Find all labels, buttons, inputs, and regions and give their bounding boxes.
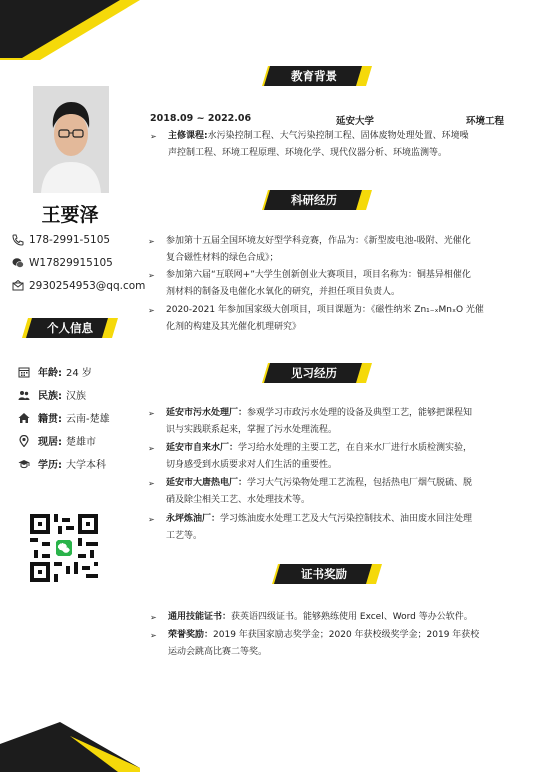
education-courses — [150, 128, 520, 162]
info-key: 民族: — [38, 391, 62, 402]
email-address: 2930254953@qq.com — [29, 280, 146, 292]
internship-label: 延安市大唐热电厂： — [166, 478, 248, 488]
research-item — [148, 233, 526, 267]
internship-item — [148, 440, 526, 474]
research-header — [262, 190, 372, 210]
info-key: 学历: — [38, 460, 62, 471]
email-icon — [12, 280, 24, 292]
research-line: 2020-2021 年参加国家级大创项目，项目课题为：《磁性纳米 Zn₁₋ₓMnₓO 光催 — [166, 305, 484, 315]
internship-item — [148, 405, 526, 439]
arrow-bullet-icon: ➢ — [148, 271, 155, 280]
wechat-contact — [12, 257, 113, 269]
phone-number: 178-2991-5105 — [29, 234, 111, 246]
award-line: 运动会跳高比赛二等奖。 — [168, 647, 268, 657]
internship-line: 学习大气污染物处理工艺流程，包括热电厂烟气脱硫、脱 — [247, 478, 473, 488]
arrow-bullet-icon: ➢ — [148, 444, 155, 453]
education-major: 环境工程 — [466, 116, 505, 127]
info-residence — [18, 433, 96, 448]
section-title: 教育背景 — [291, 69, 337, 83]
info-value: 24 岁 — [66, 368, 92, 379]
arrow-bullet-icon: ➢ — [148, 515, 155, 524]
profile-photo — [33, 86, 109, 193]
research-line: 剂材料的制备及电催化水氧化的研究，并担任项目负责人。 — [166, 287, 401, 297]
education-header — [262, 66, 372, 86]
phone-contact — [12, 234, 110, 246]
phone-icon — [12, 234, 24, 246]
arrow-bullet-icon: ➢ — [150, 613, 157, 622]
internship-label: 永坪炼油厂： — [166, 514, 221, 524]
courses-line2: 声控制工程、环境工程原理、环境化学、现代仪器分析、环境监测等。 — [168, 148, 448, 158]
research-line: 参加第十五届全国环境友好型学科竞赛，作品为：《新型废电池-吸附、光催化 — [166, 236, 471, 246]
arrow-bullet-icon: ➢ — [150, 631, 157, 640]
arrow-bullet-icon: ➢ — [148, 409, 155, 418]
arrow-bullet-icon: ➢ — [148, 237, 155, 246]
internship-line: 识与实践联系起来，掌握了污水处理流程。 — [166, 425, 338, 435]
internship-item — [148, 511, 526, 545]
info-key: 年龄: — [38, 368, 62, 379]
info-age — [18, 364, 92, 379]
internship-line: 硝及除尘相关工艺、水处理技术等。 — [166, 495, 311, 505]
section-title: 见习经历 — [291, 366, 337, 380]
research-item — [148, 302, 526, 336]
info-value: 云南-楚雄 — [66, 414, 110, 425]
research-item — [148, 267, 526, 301]
section-title: 证书奖励 — [301, 567, 347, 581]
arrow-bullet-icon: ➢ — [148, 306, 155, 315]
info-value: 大学本科 — [66, 460, 106, 471]
info-education — [18, 456, 106, 471]
sidebar — [0, 0, 146, 772]
wechat-id: W17829915105 — [29, 257, 113, 269]
internship-line: 学习炼油废水处理工艺及大气污染控制技术、油田废水回注处理 — [220, 514, 473, 524]
location-icon — [18, 435, 30, 447]
internship-item — [148, 475, 526, 509]
award-line: 获英语四级证书。能够熟练使用 Excel、Word 等办公软件。 — [231, 612, 473, 622]
research-line: 复合磁性材料的绿色合成》； — [166, 253, 279, 263]
courses-line1: 水污染控制工程、大气污染控制工程、固体废物处理处置、环境噪 — [207, 131, 469, 141]
info-hometown — [18, 410, 110, 425]
section-title: 科研经历 — [291, 193, 337, 207]
awards-header — [272, 564, 382, 584]
internship-label: 延安市污水处理厂： — [166, 408, 248, 418]
person-name: 王要泽 — [41, 204, 99, 226]
internship-header — [262, 363, 372, 383]
courses-label: 主修课程: — [168, 131, 208, 141]
internship-line: 工艺等。 — [166, 531, 203, 541]
info-ethnicity — [18, 387, 86, 402]
arrow-bullet-icon: ➢ — [148, 479, 155, 488]
award-line: 2019 年获国家励志奖学金；2020 年获校级奖学金；2019 年获校 — [213, 630, 480, 640]
personal-info-header — [22, 318, 118, 338]
graduation-cap-icon — [18, 458, 30, 470]
info-key: 现居: — [38, 437, 62, 448]
info-value: 汉族 — [66, 391, 86, 402]
award-label: 通用技能证书： — [168, 612, 232, 622]
arrow-bullet-icon: ➢ — [150, 132, 157, 141]
people-icon — [18, 389, 30, 401]
award-label: 荣誉奖励： — [168, 630, 214, 640]
qr-code — [30, 514, 98, 582]
internship-label: 延安市自来水厂： — [166, 443, 239, 453]
wechat-icon — [12, 257, 24, 269]
info-value: 楚雄市 — [66, 437, 96, 448]
internship-line: 学习给水处理的主要工艺，在自来水厂进行水质检测实验， — [238, 443, 473, 453]
award-item — [150, 627, 528, 661]
education-school: 延安大学 — [336, 116, 375, 127]
internship-line: 切身感受到水质要求对人们生活的重要性。 — [166, 460, 338, 470]
section-title: 个人信息 — [47, 321, 93, 335]
calendar-icon — [18, 366, 30, 378]
home-icon — [18, 412, 30, 424]
research-line: 参加第六届“互联网+”大学生创新创业大赛项目，项目名称为：铜基异相催化 — [166, 270, 471, 280]
email-contact — [12, 280, 145, 292]
internship-line: 参观学习市政污水处理的设备及典型工艺，能够把课程知 — [247, 408, 473, 418]
info-key: 籍贯: — [38, 414, 62, 425]
award-item — [150, 609, 528, 626]
education-period: 2018.09 ~ 2022.06 — [150, 113, 252, 124]
research-line: 化剂的构建及其光催化机理研究》 — [166, 322, 302, 332]
